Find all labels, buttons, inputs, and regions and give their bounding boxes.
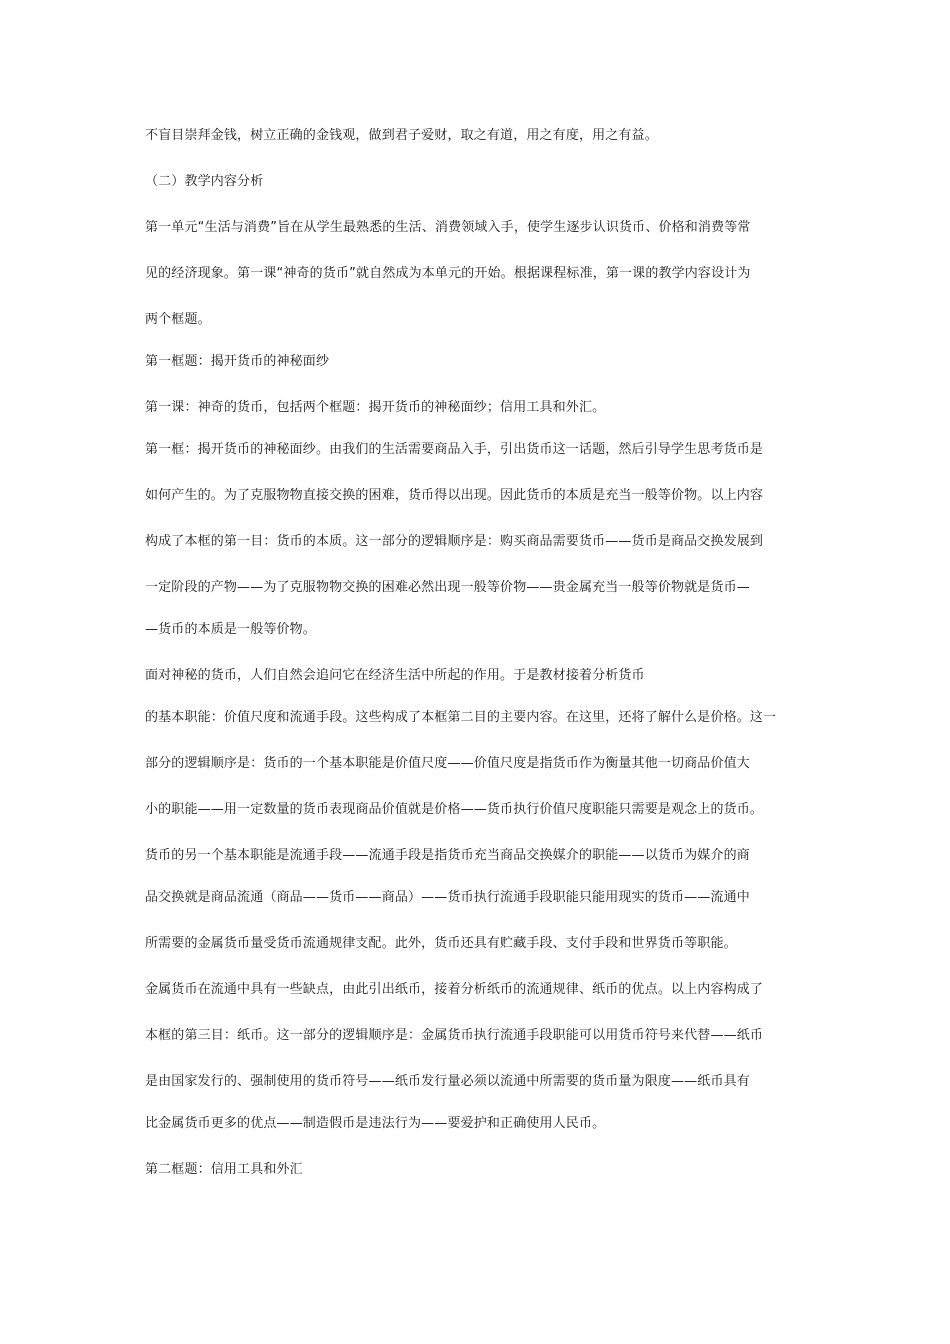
paragraph-line: 第一单元“生活与消费”旨在从学生最熟悉的生活、消费领域入手，使学生逐步认识货币、价格和消费等常 (145, 220, 751, 235)
paragraph-line: 构成了本框的第一目：货币的本质。这一部分的逻辑顺序是：购买商品需要货币——货币是商品交换发展到 (145, 534, 764, 549)
section-heading: （二）教学内容分析 (145, 174, 264, 189)
paragraph-line: 所需要的金属货币量受货币流通规律支配。此外，货币还具有贮藏手段、支付手段和世界货币等职能。 (145, 936, 737, 951)
paragraph-line: 如何产生的。为了克服物物直接交换的困难，货币得以出现。因此货币的本质是充当一般等价物。以上内容 (145, 488, 764, 503)
paragraph-line: 是由国家发行的、强制使用的货币符号——纸币发行量必须以流通中所需要的货币量为限度——纸币具有 (145, 1074, 750, 1089)
paragraph-line: 第一课：神奇的货币，包括两个框题：揭开货币的神秘面纱；信用工具和外汇。 (145, 400, 606, 415)
paragraph-line: 货币的另一个基本职能是流通手段——流通手段是指货币充当商品交换媒介的职能——以货币为媒介的商 (145, 848, 750, 863)
section-heading: 第二框题：信用工具和外汇 (145, 1162, 303, 1177)
paragraph-line: 本框的第三目：纸币。这一部分的逻辑顺序是：金属货币执行流通手段职能可以用货币符号来代替——纸币 (145, 1028, 764, 1043)
paragraph-line: 见的经济现象。第一课“神奇的货币”就自然成为本单元的开始。根据课程标准，第一课的教学内容设计为 (145, 266, 751, 281)
paragraph-line: 的基本职能：价值尺度和流通手段。这些构成了本框第二目的主要内容。在这里，还将了解什么是价格。这一 (145, 710, 777, 725)
paragraph-line: 不盲目崇拜金钱，树立正确的金钱观，做到君子爱财，取之有道，用之有度，用之有益。 (145, 128, 658, 143)
paragraph-line: —货币的本质是一般等价物。 (145, 622, 316, 637)
paragraph-line: 第一框：揭开货币的神秘面纱。由我们的生活需要商品入手，引出货币这一话题，然后引导学生思考货币是 (145, 442, 764, 457)
paragraph-line: 一定阶段的产物——为了克服物物交换的困难必然出现一般等价物——贵金属充当一般等价物就是货币— (145, 580, 750, 595)
paragraph-line: 金属货币在流通中具有一些缺点，由此引出纸币，接着分析纸币的流通规律、纸币的优点。以上内容构成了 (145, 982, 764, 997)
section-heading: 第一框题：揭开货币的神秘面纱 (145, 354, 330, 369)
paragraph-line: 面对神秘的货币，人们自然会追问它在经济生活中所起的作用。于是教材接着分析货币 (145, 668, 645, 683)
paragraph-line: 品交换就是商品流通（商品——货币——商品）——货币执行流通手段职能只能用现实的货币——流通中 (145, 890, 750, 905)
paragraph-line: 两个框题。 (145, 312, 211, 327)
paragraph-line: 小的职能——用一定数量的货币表现商品价值就是价格——货币执行价值尺度职能只需要是观念上的货币。 (145, 802, 764, 817)
paragraph-line: 比金属货币更多的优点——制造假币是违法行为——要爱护和正确使用人民币。 (145, 1116, 606, 1131)
paragraph-line: 部分的逻辑顺序是：货币的一个基本职能是价值尺度——价值尺度是指货币作为衡量其他一切商品价值大 (145, 756, 750, 771)
